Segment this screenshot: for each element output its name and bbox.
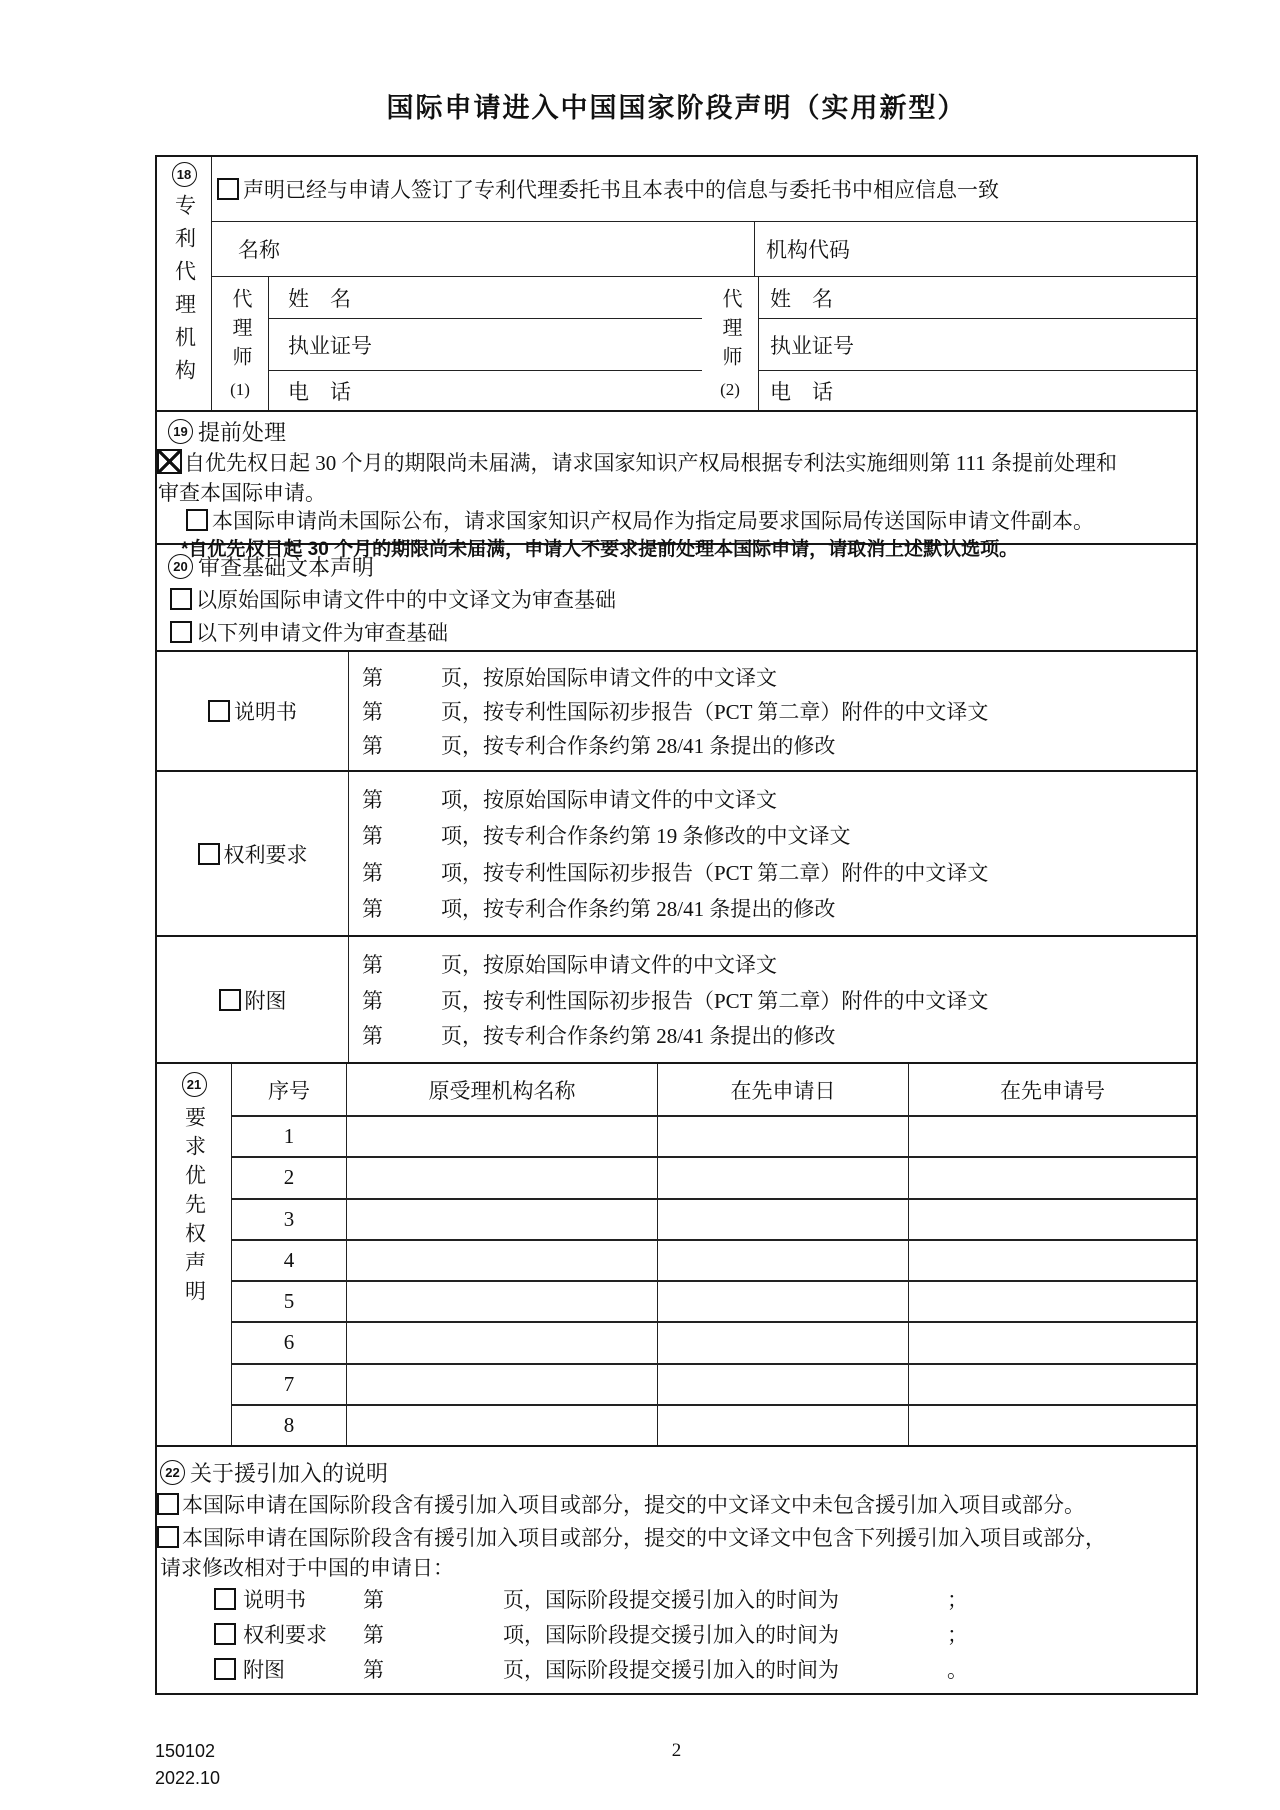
item-claims-label: 权利要求 [243,1622,327,1647]
priority-row-serial: 3 [232,1200,347,1239]
section-18-main [212,157,1196,410]
row-text: 页，按原始国际申请文件的中文译文 [441,666,777,690]
agent-1-side-label [212,277,269,410]
item-description-label: 说明书 [243,1587,306,1612]
row-text: 项，按专利合作条约第 28/41 条提出的修改 [441,896,836,921]
drawings-checkbox[interactable] [219,989,241,1011]
section-22-incorporation [157,1447,1196,1693]
item-prefix: 第 [362,860,383,885]
drawings-label-cell [157,937,349,1062]
item-text: 页，国际阶段提交援引加入的时间为 [503,1657,839,1682]
section-19-early-processing [157,412,1196,560]
agent-1-label: 代理师 [229,287,251,375]
basis-option-2 [157,615,1196,648]
priority-row-cell[interactable] [909,1158,1196,1197]
drawings-rows [349,937,1196,1062]
agent-1-name-field[interactable] [269,277,702,319]
priority-row-serial: 1 [232,1117,347,1156]
transmit-copy-text: 本国际申请尚未国际公布，请求国家知识产权局作为指定局要求国际局传送国际申请文件副本。 [212,509,1094,533]
claims-row-2 [349,820,1196,850]
row-text: 页，按专利合作条约第 28/41 条提出的修改 [441,734,836,758]
agent-2-phone-field[interactable] [759,371,1196,410]
early-processing-note: *自优先权日起 30 个月的期限尚未届满，申请人不要求提前处理本国际申请，请取消上述默认选项。 [181,539,1019,560]
agent-1-index: (1) [230,379,250,399]
agent-1-phone-field[interactable] [269,371,702,410]
priority-table-body [232,1117,1196,1445]
incorporation-option-2-text: 本国际申请在国际阶段含有援引加入项目或部分，提交的中文译文中包含下列援引加入项目或部分， [182,1525,1106,1550]
agent-2-fields [759,277,1196,410]
priority-row-cell[interactable] [909,1200,1196,1239]
row-text: 项，按专利性国际初步报告（PCT 第二章）附件的中文译文 [441,860,989,885]
page-title: 国际申请进入中国国家阶段声明（实用新型） [386,93,967,123]
agency-declaration-text: 声明已经与申请人签订了专利代理委托书且本表中的信息与委托书中相应信息一致 [243,178,999,202]
item-text: 项，国际阶段提交援引加入的时间为 [503,1622,839,1647]
page-prefix: 第 [362,988,383,1013]
priority-row-serial: 7 [232,1365,347,1404]
agent-1-license-field[interactable] [269,319,702,371]
section-22-number: 22 [160,1460,185,1485]
claims-row-1 [349,784,1196,814]
early-processing-option-2 [157,506,1196,534]
agent-2-label: 代理师 [719,287,741,375]
section-18-number: 18 [172,162,197,187]
section-18-side-label [157,157,212,410]
page-prefix: 第 [362,1024,383,1049]
section-20-number: 20 [168,554,193,579]
description-row-2 [349,696,1196,726]
priority-row-cell[interactable] [909,1406,1196,1445]
description-checkbox[interactable] [208,700,230,722]
agency-name-row [212,222,1196,277]
priority-row-serial: 5 [232,1282,347,1321]
basis-block-claims [157,772,1196,937]
priority-row-cell[interactable] [658,1200,909,1239]
section-19-heading [157,416,1196,446]
incorporation-option-2 [157,1520,1196,1553]
priority-row-cell[interactable] [658,1117,909,1156]
section-20-heading-text: 审查基础文本声明 [198,554,375,580]
basis-listed-documents-checkbox[interactable] [170,621,192,643]
section-19-heading-text: 提前处理 [198,419,287,445]
section-19-number: 19 [168,419,193,444]
item-end-punct: 。 [947,1657,968,1682]
item-claims-checkbox[interactable] [214,1623,236,1645]
early-processing-option-1 [157,446,1196,477]
priority-row-cell[interactable] [347,1365,658,1404]
row-text: 页，按专利性国际初步报告（PCT 第二章）附件的中文译文 [441,700,989,724]
priority-row-8 [232,1406,1196,1445]
section-20-heading [157,550,1196,582]
item-prefix: 第 [363,1622,384,1647]
priority-row-4 [232,1241,1196,1282]
priority-row-7 [232,1365,1196,1406]
priority-row-cell[interactable] [658,1241,909,1280]
form-code: 150102 [155,1741,216,1761]
agency-name-field[interactable] [212,222,755,276]
agents-area [212,277,1196,410]
row-text: 项，按专利合作条约第 19 条修改的中文译文 [441,824,851,849]
priority-row-cell[interactable] [658,1406,909,1445]
priority-row-cell[interactable] [658,1365,909,1404]
page-number: 2 [671,1740,682,1761]
agency-declaration-row [212,157,1196,222]
item-prefix: 第 [362,788,383,813]
agency-code-field[interactable] [755,222,1196,276]
drawings-row-1 [349,949,1196,979]
priority-table [232,1064,1196,1445]
claims-rows [349,772,1196,935]
section-18-patent-agency [157,157,1196,412]
description-rows [349,652,1196,770]
priority-row-cell[interactable] [347,1282,658,1321]
priority-row-cell[interactable] [909,1365,1196,1404]
basis-original-translation-checkbox[interactable] [170,588,192,610]
basis-block-description [157,652,1196,772]
priority-row-cell[interactable] [347,1158,658,1197]
incorporation-not-included-checkbox[interactable] [157,1493,179,1515]
page-prefix: 第 [362,734,383,758]
incorporation-item-description [157,1581,1196,1616]
agent-2-side-label [702,277,759,410]
page-prefix: 第 [362,952,383,977]
row-text: 页，按专利合作条约第 28/41 条提出的修改 [441,1024,836,1049]
priority-row-cell[interactable] [658,1282,909,1321]
priority-row-cell[interactable] [347,1406,658,1445]
description-label-cell [157,652,349,770]
priority-row-6 [232,1323,1196,1364]
section-22-heading [157,1457,1196,1487]
priority-row-cell[interactable] [658,1158,909,1197]
header-receiving-office: 原受理机构名称 [347,1064,658,1115]
agent-2-phone-label: 电 话 [770,379,833,404]
priority-row-5 [232,1282,1196,1323]
incorporation-option-1-text: 本国际申请在国际阶段含有援引加入项目或部分，提交的中文译文中未包含援引加入项目或部分。 [182,1492,1085,1517]
basis-option-1-text: 以原始国际申请文件中的中文译文为审查基础 [196,587,616,612]
section-21-number: 21 [182,1072,207,1097]
page-prefix: 第 [362,666,383,690]
header-prior-date: 在先申请日 [658,1064,909,1115]
priority-row-cell[interactable] [909,1241,1196,1280]
early-processing-text-line2: 审查本国际申请。 [158,480,326,505]
early-processing-checkbox-checked[interactable] [157,449,182,474]
incorporation-item-drawings [157,1651,1196,1686]
early-processing-text-line2-row [157,477,1196,506]
item-prefix: 第 [363,1587,384,1612]
priority-row-serial: 2 [232,1158,347,1197]
section-20-exam-basis [157,545,1196,652]
priority-table-header [232,1064,1196,1117]
incorporation-option-1 [157,1487,1196,1520]
basis-block-drawings [157,937,1196,1064]
priority-row-2 [232,1158,1196,1199]
form-version: 2022.10 [155,1768,221,1788]
drawings-row-3 [349,1020,1196,1050]
drawings-row-2 [349,985,1196,1015]
agent-2-license-label: 执业证号 [770,333,854,358]
item-prefix: 第 [362,824,383,849]
claims-label: 权利要求 [223,842,308,867]
agent-1-fields [269,277,702,410]
priority-row-1 [232,1117,1196,1158]
header-prior-number: 在先申请号 [1000,1078,1105,1103]
priority-row-cell[interactable] [909,1117,1196,1156]
agent-2-name-label: 姓 名 [770,286,833,311]
basis-option-1 [157,582,1196,615]
agent-1-phone-label: 电 话 [288,379,351,404]
header-serial: 序号 [232,1064,347,1115]
incorporation-included-checkbox[interactable] [157,1526,179,1548]
incorporation-item-claims [157,1616,1196,1651]
row-text: 项，按原始国际申请文件的中文译文 [441,788,777,813]
row-text: 页，按原始国际申请文件的中文译文 [441,952,777,977]
item-drawings-label: 附图 [243,1657,285,1682]
declaration-form [155,155,1198,1695]
page-prefix: 第 [362,700,383,724]
claims-checkbox[interactable] [198,843,220,865]
section-18-side-text: 专利代理机构 [172,194,197,392]
drawings-label: 附图 [244,988,287,1013]
early-processing-text-line1: 自优先权日起 30 个月的期限尚未届满，请求国家知识产权局根据专利法实施细则第 111 条提前处理和 [184,450,1117,475]
priority-row-cell[interactable] [658,1323,909,1362]
agency-name-label: 名称 [238,238,280,262]
item-drawings-checkbox[interactable] [214,1658,236,1680]
agent-2-license-field[interactable] [759,319,1196,371]
row-text: 页，按专利性国际初步报告（PCT 第二章）附件的中文译文 [441,988,989,1013]
section-22-heading-text: 关于援引加入的说明 [190,1460,389,1486]
priority-row-cell[interactable] [347,1241,658,1280]
description-label: 说明书 [234,700,297,724]
item-end-punct: ； [947,1622,968,1647]
claims-label-cell [157,772,349,935]
priority-row-3 [232,1200,1196,1241]
section-21-side-text: 要求优先权声明 [182,1106,207,1309]
priority-row-cell[interactable] [909,1282,1196,1321]
priority-row-serial: 8 [232,1406,347,1445]
basis-option-2-text: 以下列申请文件为审查基础 [196,620,448,645]
priority-row-serial: 6 [232,1323,347,1362]
item-description-checkbox[interactable] [214,1588,236,1610]
priority-row-cell[interactable] [909,1323,1196,1362]
section-21-side-label [157,1064,232,1445]
agent-2-name-field[interactable] [759,277,1196,319]
transmit-copy-checkbox[interactable] [186,509,208,531]
agency-code-label: 机构代码 [766,238,850,262]
incorporation-continuation: 请求修改相对于中国的申请日： [160,1556,454,1580]
section-21-priority-claims [157,1064,1196,1447]
agency-declaration-checkbox[interactable] [217,178,239,200]
priority-row-cell[interactable] [347,1117,658,1156]
agent-1-name-label: 姓 名 [288,286,351,311]
item-prefix: 第 [363,1657,384,1682]
priority-row-serial: 4 [232,1241,347,1280]
claims-row-3 [349,857,1196,887]
agent-1-license-label: 执业证号 [288,333,372,358]
item-prefix: 第 [362,896,383,921]
priority-row-cell[interactable] [347,1200,658,1239]
agent-2-index: (2) [720,379,740,399]
description-row-1 [349,662,1196,692]
item-end-punct: ； [947,1587,968,1612]
priority-row-cell[interactable] [347,1323,658,1362]
description-row-3 [349,730,1196,760]
item-text: 页，国际阶段提交援引加入的时间为 [503,1587,839,1612]
claims-row-4 [349,893,1196,923]
